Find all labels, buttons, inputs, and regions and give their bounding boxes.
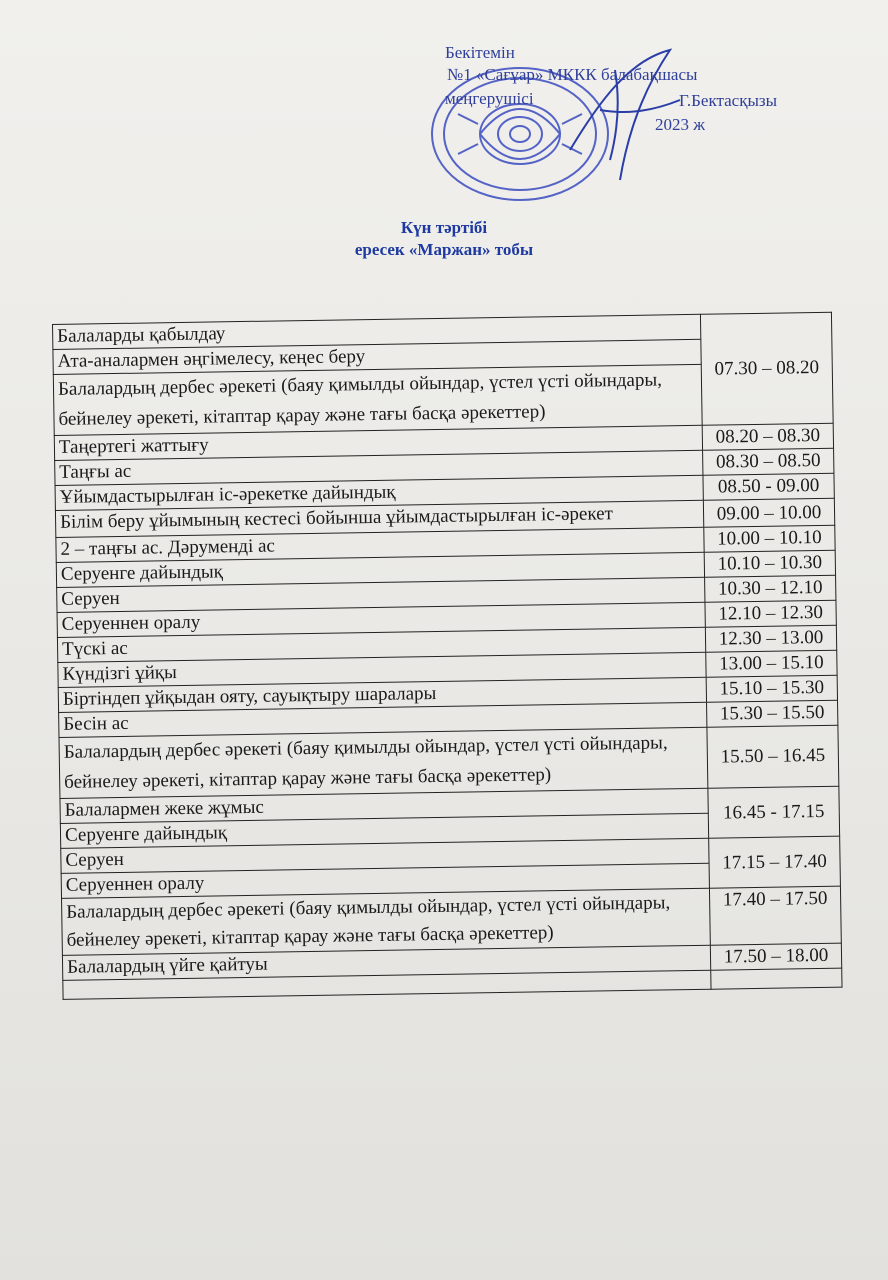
activity-cell: Бесін ас [59,702,707,737]
time-cell: 13.00 – 15.10 [706,650,837,677]
approval-label: Бекітемін [445,43,515,62]
activity-cell: Таңертегі жаттығу [54,425,702,460]
daily-schedule-table [52,312,843,1000]
time-cell: 10.00 – 10.10 [704,525,835,552]
document-title: Күн тәртібі [400,218,488,237]
approval-year: 2023 ж [655,115,705,134]
activity-cell: Білім беру ұйымының кестесі бойынша ұйымдастырылған іс-әрекет [55,500,703,537]
time-cell: 16.45 - 17.15 [708,786,840,838]
approval-position: меңгерушісі [445,89,534,108]
time-cell: 09.00 – 10.00 [703,498,834,527]
time-cell: 10.10 – 10.30 [704,550,835,577]
activity-cell: Серуенге дайындық [56,552,704,587]
time-cell: 10.30 – 12.10 [705,575,836,602]
activity-cell: Балалардың дербес әрекеті (баяу қимылды ойындар, үстел үсті ойындары, бейнелеу әрекеті, кітаптар қарау және тағы басқа әрекеттер) [62,888,711,955]
approval-block [445,42,845,142]
activity-cell: Балалардың үйге қайтуы [62,945,710,980]
activity-cell: Біртіндеп ұйқыдан ояту, сауықтыру шаралары [58,677,706,712]
time-cell: 08.30 – 08.50 [703,448,834,475]
activity-cell: Серуен [61,838,709,873]
activity-cell: Балаларды қабылдау [53,314,701,349]
time-cell: 17.50 – 18.00 [710,943,841,970]
time-cell: 15.50 – 16.45 [707,725,839,788]
time-cell: 17.40 – 17.50 [709,886,841,945]
activity-cell: Серуеннен оралу [57,602,705,637]
time-cell: 08.20 – 08.30 [702,423,833,450]
activity-cell: 2 – таңғы ас. Дәруменді ас [56,527,704,562]
time-cell: 08.50 - 09.00 [703,473,834,500]
time-cell: 12.30 – 13.00 [705,625,836,652]
activity-cell: Ата-аналармен әңгімелесу, кеңес беру [53,339,701,374]
activity-cell: Түскі ас [57,627,705,662]
activity-cell: Серуенге дайындық [60,813,708,848]
activity-cell: Балалардың дербес әрекеті (баяу қимылды ойындар, үстел үсті ойындары, бейнелеу әрекеті, кітаптар қарау және тағы басқа әрекеттер) [53,364,702,435]
group-subtitle: ересек «Маржан» тобы [354,240,534,259]
time-cell: 12.10 – 12.30 [705,600,836,627]
time-cell: 15.10 – 15.30 [706,675,837,702]
activity-cell: Серуен [57,577,705,612]
time-cell-empty [711,968,842,989]
time-cell: 17.15 – 17.40 [709,836,841,888]
approval-organization: №1 «Сағұар» МККК балабақшасы [447,65,698,84]
approval-signer-name: Г.Бектасқызы [679,91,778,110]
activity-cell: Балалардың дербес әрекеті (баяу қимылды ойындар, үстел үсті ойындары, бейнелеу әрекеті, кітаптар қарау және тағы басқа әрекеттер) [59,727,708,798]
activity-cell: Серуеннен оралу [61,863,709,898]
activity-cell: Ұйымдастырылған іс-әрекетке дайындық [55,475,703,510]
time-cell: 15.30 – 15.50 [707,700,838,727]
activity-cell: Балалармен жеке жұмыс [60,788,708,823]
time-cell: 07.30 – 08.20 [700,312,833,425]
activity-cell: Таңғы ас [55,450,703,485]
activity-cell: Күндізгі ұйқы [58,652,706,687]
